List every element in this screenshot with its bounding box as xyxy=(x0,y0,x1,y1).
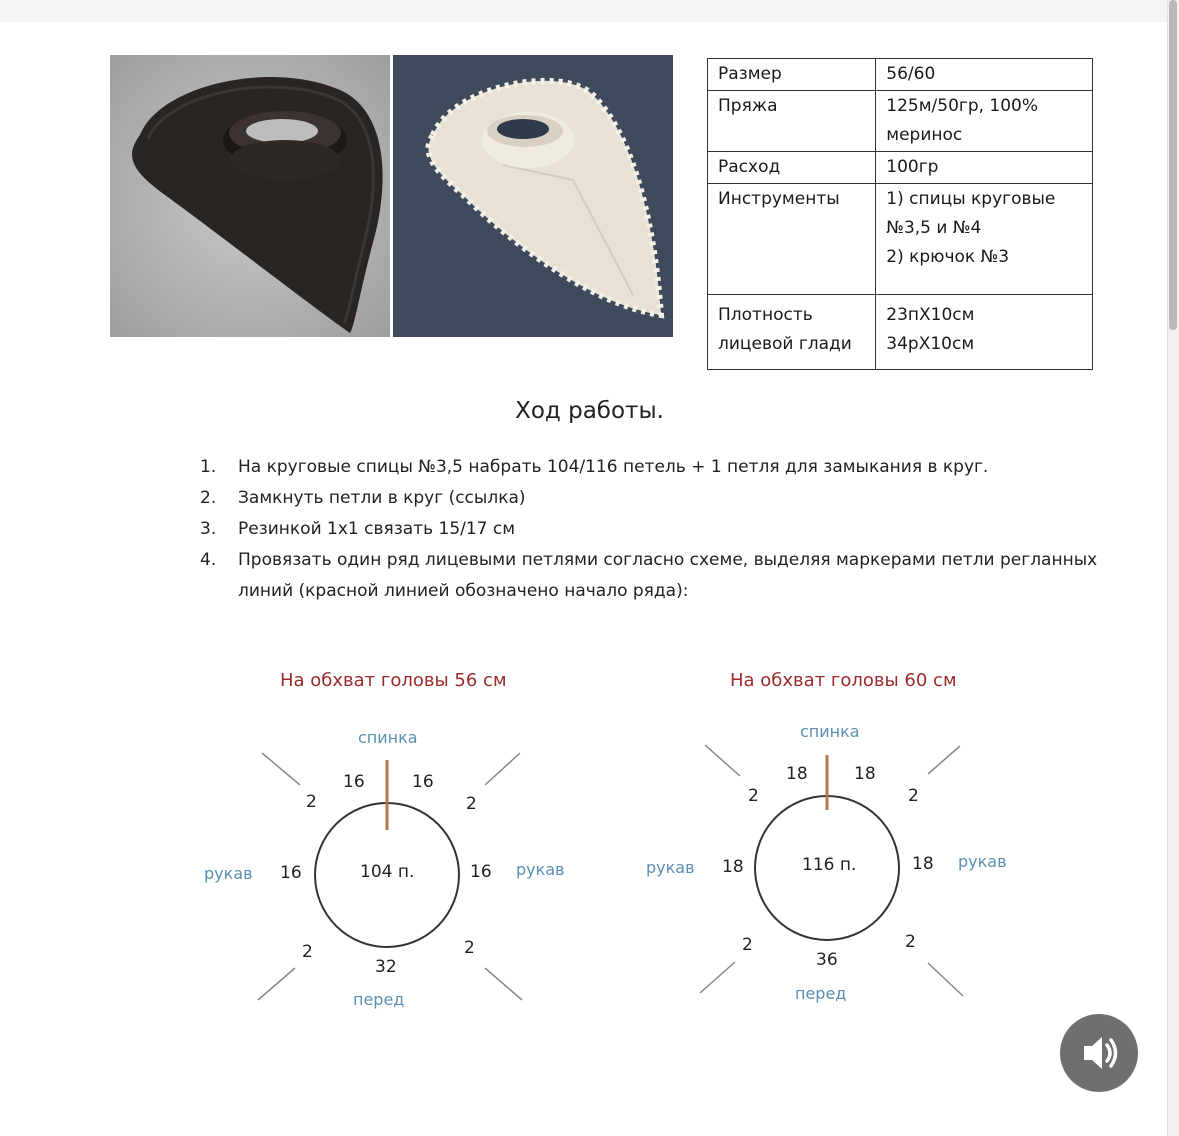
step-text: Замкнуть петли в круг (ссылка) xyxy=(238,488,526,508)
spec-value: 100гр xyxy=(876,152,1093,184)
table-row xyxy=(708,184,1093,295)
raglan-tl-count: 2 xyxy=(306,792,317,812)
back-label: спинка xyxy=(800,722,860,741)
front-label: перед xyxy=(353,990,405,1009)
table-row xyxy=(708,152,1093,184)
spec-value: 125м/50гр, 100% меринос xyxy=(876,91,1093,152)
sleeve-right-label: рукав xyxy=(516,860,565,879)
raglan-tl-count: 2 xyxy=(748,786,759,806)
front-label: перед xyxy=(795,984,847,1003)
raglan-bl-count: 2 xyxy=(302,942,313,962)
spec-key: Размер xyxy=(708,59,876,91)
audio-button[interactable] xyxy=(1060,1014,1138,1092)
back-left-count: 18 xyxy=(786,764,808,784)
raglan-tr-count: 2 xyxy=(908,786,919,806)
list-item xyxy=(200,514,1120,545)
raglan-diagram-60 xyxy=(630,660,1030,1020)
step-number: 2. xyxy=(200,488,217,508)
back-right-count: 16 xyxy=(412,772,434,792)
spec-key: Инструменты xyxy=(708,184,876,295)
table-row xyxy=(708,59,1093,91)
step-text: На круговые спицы №3,5 набрать 104/116 петель + 1 петля для замыкания в круг. xyxy=(238,457,989,477)
spec-table xyxy=(707,58,1093,370)
raglan-bl-count: 2 xyxy=(742,935,753,955)
sleeve-left-label: рукав xyxy=(646,858,695,877)
sleeve-right-count: 16 xyxy=(470,862,492,882)
photo-white-dickey xyxy=(393,55,673,337)
spec-key: Расход xyxy=(708,152,876,184)
center-count: 116 п. xyxy=(802,855,857,875)
step-number: 4. xyxy=(200,550,217,570)
front-count: 36 xyxy=(816,950,838,970)
spec-value: 1) спицы круговые №3,5 и №4 2) крючок №3 xyxy=(876,184,1093,295)
photo-dark-dickey xyxy=(110,55,390,337)
table-row xyxy=(708,91,1093,152)
list-item xyxy=(200,452,1120,483)
diagram-title: На обхват головы 60 см xyxy=(730,670,957,691)
sleeve-left-label: рукав xyxy=(204,864,253,883)
speaker-icon xyxy=(1060,1014,1138,1092)
raglan-tr-count: 2 xyxy=(466,794,477,814)
sleeve-left-count: 16 xyxy=(280,863,302,883)
spec-value: 56/60 xyxy=(876,59,1093,91)
raglan-br-count: 2 xyxy=(905,932,916,952)
front-count: 32 xyxy=(375,957,397,977)
back-left-count: 16 xyxy=(343,772,365,792)
table-row xyxy=(708,295,1093,370)
raglan-br-count: 2 xyxy=(464,938,475,958)
spec-key: Пряжа xyxy=(708,91,876,152)
step-text: Провязать один ряд лицевыми петлями согласно схеме, выделяя маркерами петли регланных линий (красной линией обозначено начало ряда): xyxy=(238,550,1098,601)
spec-key: Плотность лицевой глади xyxy=(708,295,876,370)
back-label: спинка xyxy=(358,728,418,747)
top-bar xyxy=(0,0,1179,22)
sleeve-left-count: 18 xyxy=(722,857,744,877)
back-right-count: 18 xyxy=(854,764,876,784)
step-text: Резинкой 1х1 связать 15/17 см xyxy=(238,519,516,539)
sleeve-right-label: рукав xyxy=(958,852,1007,871)
spec-value: 23пХ10см 34рХ10см xyxy=(876,295,1093,370)
section-heading: Ход работы. xyxy=(515,398,664,424)
step-number: 1. xyxy=(200,457,217,477)
steps-list xyxy=(200,452,1120,607)
center-count: 104 п. xyxy=(360,862,415,882)
step-number: 3. xyxy=(200,519,217,539)
raglan-diagram-56 xyxy=(190,660,570,1020)
list-item xyxy=(200,483,1120,514)
list-item xyxy=(200,545,1120,607)
sleeve-right-count: 18 xyxy=(912,854,934,874)
scrollbar-thumb[interactable] xyxy=(1169,0,1177,330)
diagram-title: На обхват головы 56 см xyxy=(280,670,507,691)
